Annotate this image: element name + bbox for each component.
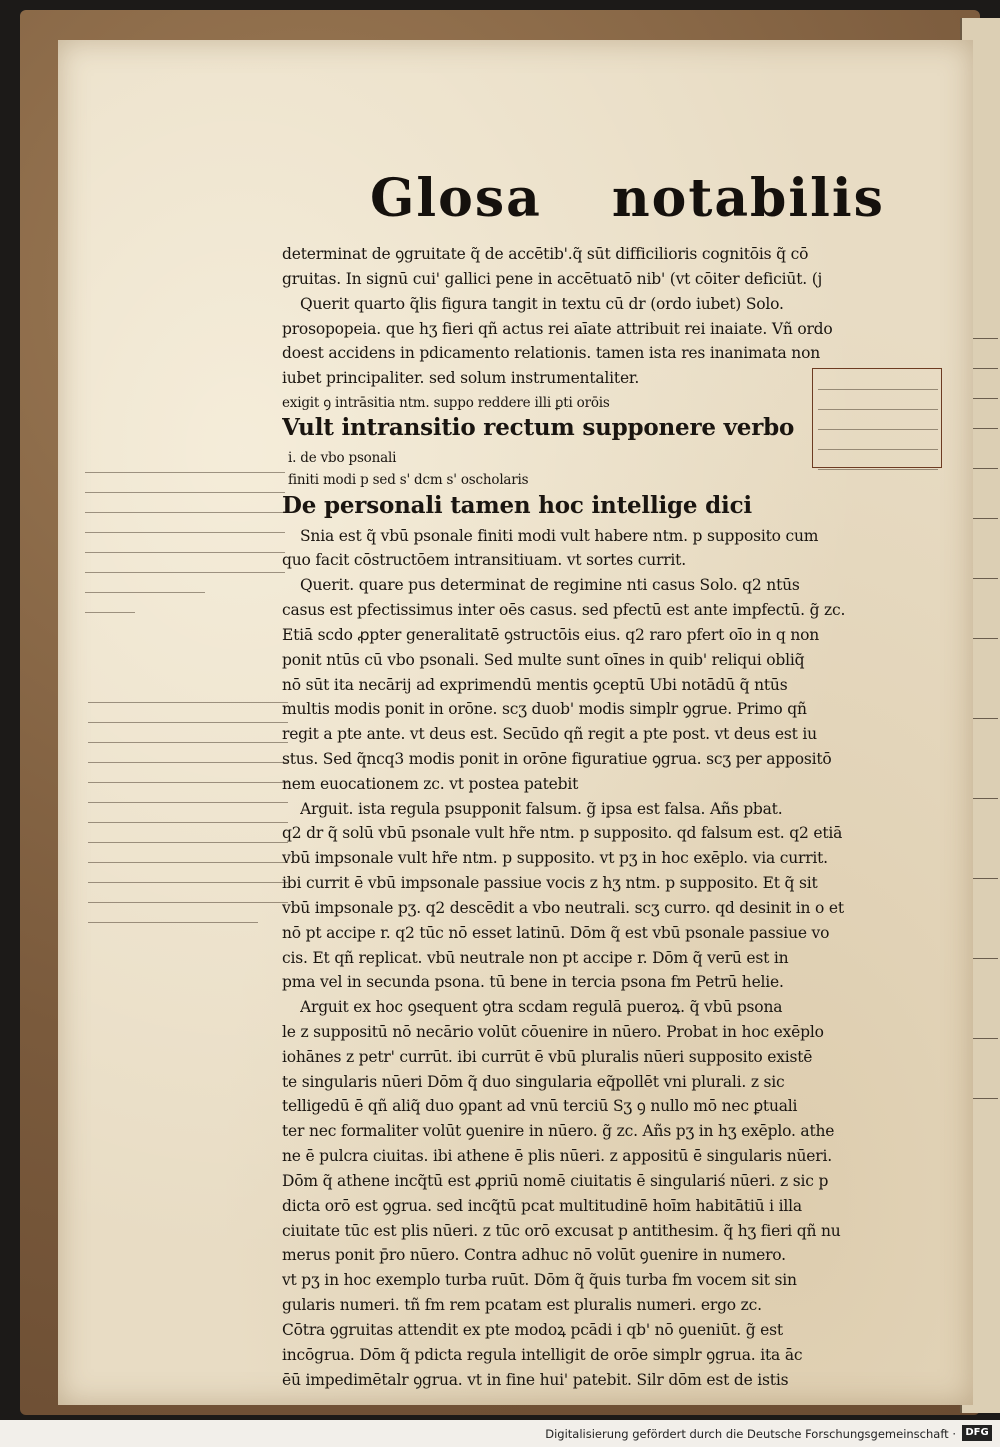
text-line: iubet principaliter. sed solum instrumentaliter.: [282, 369, 640, 388]
footer-credit: Digitalisierung gefördert durch die Deutsche Forschungsgemeinschaft ·: [545, 1427, 956, 1441]
marginal-note-left-lower: [88, 685, 288, 925]
text-line: ibi currit ē vbū impsonale passiue vocis z hʒ ntm. p supposito. Et q̃ sit: [282, 874, 818, 893]
text-line: nō pt accipe r. q2 tūc nō esset latinū. Dōm q̃ est vbū psonale passiue vo: [282, 923, 830, 942]
text-line: De personali tamen hoc intellige dici: [282, 492, 752, 520]
text-line: ponit ntūs cū vbo psonali. Sed multe sunt oīnes in quib' reliqui obliq̃: [282, 650, 805, 669]
text-line: i. de vbo psonali: [288, 449, 397, 466]
text-line: Dōm q̃ athene incq̃tū est ꝓpriū nomē ciuitatis ē singulariś nūeri. z sic p: [282, 1171, 829, 1190]
text-line: cis. Et qñ replicat. vbū neutrale non pt accipe r. Dōm q̃ verū est in: [282, 948, 789, 967]
text-line: ne ē pulcra ciuitas. ibi athene ē plis nūeri. z appositū ē singularis nūeri.: [282, 1147, 832, 1166]
text-line: vt pʒ in hoc exemplo turba ruūt. Dōm q̃ q̃uis turba fm vocem sit sin: [282, 1271, 797, 1290]
footer-bar: [0, 1420, 1000, 1447]
text-line: finiti modi p sed s' dcm s' oscholaris: [288, 471, 529, 488]
text-line: pma vel in secunda psona. tū bene in tercia psona fm Petrū helie.: [282, 973, 784, 992]
text-line: Snia est q̃ vbū psonale finiti modi vult habere ntm. p supposito cum: [300, 526, 819, 545]
text-line: telligedū ē qñ aliq̃ duo ꝯpant ad vnū terciū Sʒ ꝯ nullo mō nec ꝑtuali: [282, 1097, 798, 1116]
text-line: casus est pfectissimus inter oēs casus. sed pfectū est ante impfectū. g̃ zc.: [282, 601, 846, 619]
text-line: prosopopeia. que hʒ fieri qñ actus rei aīate attribuit rei inaiate. Vñ ordo: [282, 319, 833, 338]
text-line: Querit quarto q̃lis figura tangit in textu cū dr (ordo iubet) Solo.: [300, 294, 784, 313]
text-line: determinat de ꝯgruitate q̃ de accētib'.q̃ sūt difficilioris cognitōis q̃ cō: [282, 245, 809, 263]
text-line: nem euocationem zc. vt postea patebit: [282, 774, 579, 793]
text-line: le z suppositū nō necārio volūt cōuenire in nūero. Probat in hoc exēplo: [282, 1023, 824, 1041]
text-line: nō sūt ita necārij ad exprimendū mentis ꝯceptū Ubi notādū q̃ ntūs: [282, 675, 788, 694]
text-line: ciuitate tūc est plis nūeri. z tūc orō excusat p antithesim. q̃ hʒ fieri qñ nu: [282, 1221, 841, 1240]
title-word-2: notabilis: [611, 168, 885, 229]
text-line: stus. Sed q̃ncq3 modis ponit in orōne figuratiue ꝯgrua. scʒ per appositō: [282, 750, 832, 768]
title-word-1: Glosa: [370, 168, 542, 229]
dfg-logo: DFG: [962, 1425, 992, 1441]
text-line: doest accidens in pdicamento relationis. tamen ista res inanimata non: [282, 344, 821, 363]
page-title: [370, 168, 885, 229]
text-line: Arguit ex hoc ꝯsequent ꝯtra scdam regulā pueroꝝ. q̃ vbū psona: [300, 998, 783, 1017]
text-line: te singularis nūeri Dōm q̃ duo singularia eq̃pollēt vni plurali. z sic: [282, 1072, 785, 1091]
text-line: dicta orō est ꝯgrua. sed incq̃tū pcat multitudinē hoīm habitātiū i illa: [282, 1196, 802, 1215]
text-line: multis modis ponit in orōne. scʒ duob' modis simplr ꝯgrue. Primo qñ: [282, 700, 807, 719]
text-line: Etiā scdo ꝓpter generalitatē ꝯstructōis eius. q2 raro pfert oīo in q non: [282, 625, 820, 644]
text-line: gruitas. In signū cui' gallici pene in accētuatō nib' (vt cōiter deficiūt. (j: [282, 269, 823, 288]
text-line: gularis numeri. tñ fm rem pcatam est pluralis numeri. ergo zc.: [282, 1296, 762, 1314]
text-line: exigit ꝯ intrāsitia ntm. suppo reddere illi ꝑti orōis: [282, 394, 610, 411]
text-line: ter nec formaliter volūt ꝯuenire in nūero. g̃ zc. Añs pʒ in hʒ exēplo. athe: [282, 1122, 835, 1141]
text-line: Vult intransitio rectum supponere verbo: [282, 414, 795, 442]
text-line: vbū impsonale vult hr̃e ntm. p supposito. vt pʒ in hoc exēplo. via currit.: [282, 849, 828, 868]
text-line: quo facit cōstructōem intransitiuam. vt sortes currit.: [282, 551, 686, 570]
marginal-note-right: [818, 372, 938, 472]
text-line: q2 dr q̃ solū vbū psonale vult hr̃e ntm. p supposito. qd falsum est. q2 etiā: [282, 824, 843, 843]
text-line: incōgrua. Dōm q̃ pdicta regula intelligit de orōe simplr ꝯgrua. ita āc: [282, 1345, 803, 1364]
text-line: merus ponit p̄ro nūero. Contra adhuc nō volūt ꝯuenire in numero.: [282, 1246, 786, 1265]
text-line: ēū impedimētalr ꝯgrua. vt in fine hui' patebit. Silr dōm est de istis: [282, 1370, 789, 1389]
text-line: Arguit. ista regula psupponit falsum. g̃ ipsa est falsa. Añs pbat.: [300, 799, 783, 818]
text-line: Querit. quare pus determinat de regimine nti casus Solo. q2 ntūs: [300, 576, 800, 595]
text-line: iohānes z petr' currūt. ibi currūt ē vbū pluralis nūeri supposito existē: [282, 1047, 813, 1066]
text-line: vbū impsonale pʒ. q2 descēdit a vbo neutrali. scʒ curro. qd desinit in o et: [282, 898, 844, 917]
text-line: regit a pte ante. vt deus est. Secūdo qñ regit a pte post. vt deus est iu: [282, 725, 817, 744]
marginal-note-left-upper: [85, 455, 285, 615]
text-line: Cōtra ꝯgruitas attendit ex pte modoꝝ pcādi i qb' nō ꝯueniūt. g̃ est: [282, 1320, 783, 1339]
